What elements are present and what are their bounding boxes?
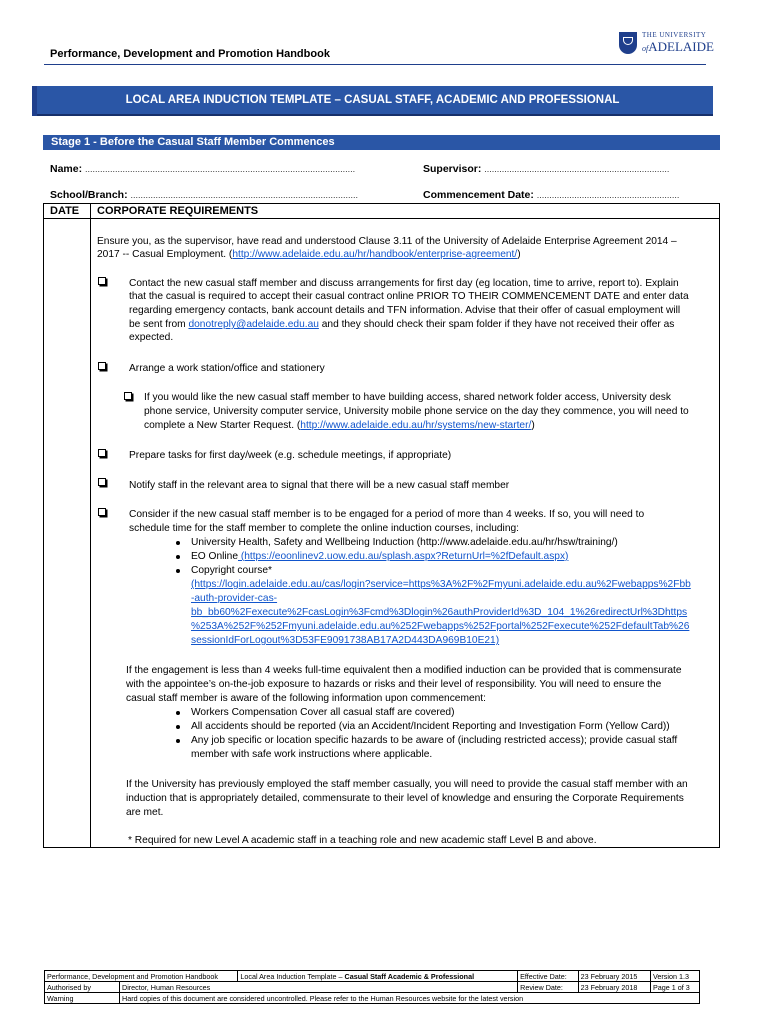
bullet [176,739,180,743]
item1-line-5: expected. [129,332,174,343]
supervisor-field: Supervisor: .......................................................................... [423,163,670,175]
footer-effective-value: 23 February 2015 [578,971,650,982]
hazards-item-line-1: Any job specific or location specific hazards to be aware of (including restricted access); provide casual staff [191,735,678,746]
item1-line-4: be sent from donotreply@adelaide.edu.au and they should check their spam folder if they have not received their offer as [129,319,675,330]
footer-handbook: Performance, Development and Promotion Handbook [45,971,238,982]
document-control-footer [44,970,700,1004]
item3-line-2: phone service, University computer service, University mobile phone service on the day they commence, you will need to [144,406,689,417]
copyright-course-link[interactable]: %253A%252F%252Fmyuni.adelaide.edu.au%252Fwebapps%252Fportal%252Fexecute%252FdefaultTab%26 [191,621,690,632]
course-hsw-induction: University Health, Safety and Wellbeing Induction (http://www.adelaide.edu.au/hr/hsw/training/) [191,537,618,548]
copyright-link-line-2 [191,592,277,605]
logo-line-1: THE UNIVERSITY [642,31,707,39]
eo-online-link[interactable]: (https://eoonlinev2.uow.edu.au/splash.aspx?ReturnUrl=%2fDefault.aspx) [238,551,569,562]
checkbox-online-induction[interactable] [98,508,106,516]
footer-template: Local Area Induction Template – Casual Staff Academic & Professional [238,971,518,982]
item1-line-3: regarding emergency contacts, bank account details and TFN information. Advise that their offer of casual employment will [129,305,681,316]
copyright-course-link[interactable]: -auth-provider-cas- [191,593,278,604]
checkbox-building-access[interactable] [124,392,132,400]
item1-line-2: that the casual is required to accept their casual contract online PRIOR TO THEIR COMMENCEMENT DATE and enter data [129,291,689,302]
short-engagement-line-2: with the appointee’s on-the-job exposure to hazards or risks and their level of responsibility. You will need to ensure the [126,679,662,690]
footer-page: Page 1 of 3 [651,982,700,993]
bullet [176,541,180,545]
bullet [176,725,180,729]
commencement-date-field: Commencement Date: ......................................................... [423,189,680,201]
item6-line-2: schedule time for the staff member to complete the online induction courses, including: [129,523,519,534]
previous-employment-line-1: If the University has previously employed the staff member casually, you will need to provide the casual staff member with an [126,779,688,790]
logo-line-2: ofADELAIDE [642,39,714,54]
course-copyright: Copyright course* [191,565,272,576]
page-header-title: Performance, Development and Promotion Handbook [50,48,330,60]
accident-reporting-item: All accidents should be reported (via an Accident/Incident Reporting and Investigation Form (Yellow Card)) [191,721,670,732]
document-title: LOCAL AREA INDUCTION TEMPLATE – CASUAL STAFF, ACADEMIC AND PROFESSIONAL [125,94,620,106]
copyright-course-link[interactable]: bb_bb60%2Fexecute%2FcasLogin%3Fcmd%3Dlogin%26authProviderId%3D_104_1%26redirectUrl%3Dhttps [191,607,688,618]
item6-line-1: Consider if the new casual staff member is to be engaged for a period of more than 4 weeks. If so, you will need to [129,509,645,520]
copyright-link-line-5 [191,634,499,647]
checkbox-notify-staff[interactable] [98,478,106,486]
copyright-link-line-3 [191,606,687,619]
footer-authorised-label: Authorised by [45,982,120,993]
copyright-link-line-1 [191,578,691,591]
copyright-course-link[interactable]: sessionIdForLogout%3D53FE9091738AB17A2D443DA969B10E21) [191,635,500,646]
short-engagement-line-3: casual staff member is aware of the following information upon commencement: [126,693,486,704]
workers-comp-item: Workers Compensation Cover all casual staff are covered) [191,707,455,718]
previous-employment-line-2: induction that is appropriately detailed, commensurate to their level of knowledge and ensuring the Corporate Requirements [126,793,684,804]
title-banner [32,86,713,116]
school-branch-field: School/Branch: ........................................................................................... [50,189,359,201]
stage-bar [43,135,720,150]
footer-authorised-value: Director, Human Resources [120,982,518,993]
column-header-date: DATE [50,205,80,217]
checkbox-prepare-tasks[interactable] [98,449,106,457]
column-header-requirements: CORPORATE REQUIREMENTS [97,205,259,217]
footer-review-value: 23 February 2018 [578,982,650,993]
crest-icon [619,32,637,54]
name-field: Name: ............................................................................................................ [50,163,356,175]
hazards-item-line-2: member with safe work instructions where applicable. [191,749,433,760]
previous-employment-line-3: are met. [126,807,164,818]
checkbox-workstation[interactable] [98,362,106,370]
footer-warning-label: Warning [45,993,120,1004]
copyright-link-line-4 [191,620,689,633]
footnote: * Required for new Level A academic staff in a teaching role and new academic staff Level B and above. [128,835,597,846]
new-starter-link[interactable]: http://www.adelaide.edu.au/hr/systems/new-starter/ [300,420,532,431]
intro-line-2: 2017 -- Casual Employment. (http://www.adelaide.edu.au/hr/handbook/enterprise-agreement/) [97,249,521,260]
short-engagement-line-1: If the engagement is less than 4 weeks full-time equivalent then a modified induction can be provided that is commensurate [126,665,682,676]
stage-title: Stage 1 - Before the Casual Staff Member Commences [51,136,335,148]
bullet [176,569,180,573]
bullet [176,711,180,715]
intro-line-1: Ensure you, as the supervisor, have read and understood Clause 3.11 of the University of Adelaide Enterprise Agreement 2014 – [97,236,677,247]
footer-review-label: Review Date: [518,982,579,993]
item1-line-1: Contact the new casual staff member and discuss arrangements for first day (eg location, time to arrive, report to). Explain [129,278,679,289]
header-divider [44,64,706,65]
checkbox-contact-staff[interactable] [98,277,106,285]
item2-text: Arrange a work station/office and stationery [129,363,325,374]
enterprise-agreement-link[interactable]: http://www.adelaide.edu.au/hr/handbook/enterprise-agreement/ [232,249,518,260]
item5-text: Notify staff in the relevant area to signal that there will be a new casual staff member [129,480,510,491]
footer-warning-value: Hard copies of this document are considered uncontrolled. Please refer to the Human Resources website for the latest version [120,993,700,1004]
bullet [176,555,180,559]
copyright-course-link[interactable]: (https://login.adelaide.edu.au/cas/login?service=https%3A%2F%2Fmyuni.adelaide.edu.au%2Fwebapps%2Fbb [191,579,691,590]
footer-effective-label: Effective Date: [518,971,579,982]
item4-text: Prepare tasks for first day/week (e.g. schedule meetings, if appropriate) [129,450,452,461]
footer-version: Version 1.3 [651,971,700,982]
university-logo [619,31,714,57]
item3-line-1: If you would like the new casual staff member to have building access, shared network folder access, University desk [144,392,671,403]
donotreply-email-link[interactable]: donotreply@adelaide.edu.au [188,319,319,330]
item3-line-3: complete a New Starter Request. (http://www.adelaide.edu.au/hr/systems/new-starter/) [144,420,535,431]
course-eo-online: EO Online (https://eoonlinev2.uow.edu.au/splash.aspx?ReturnUrl=%2fDefault.aspx) [191,551,569,562]
